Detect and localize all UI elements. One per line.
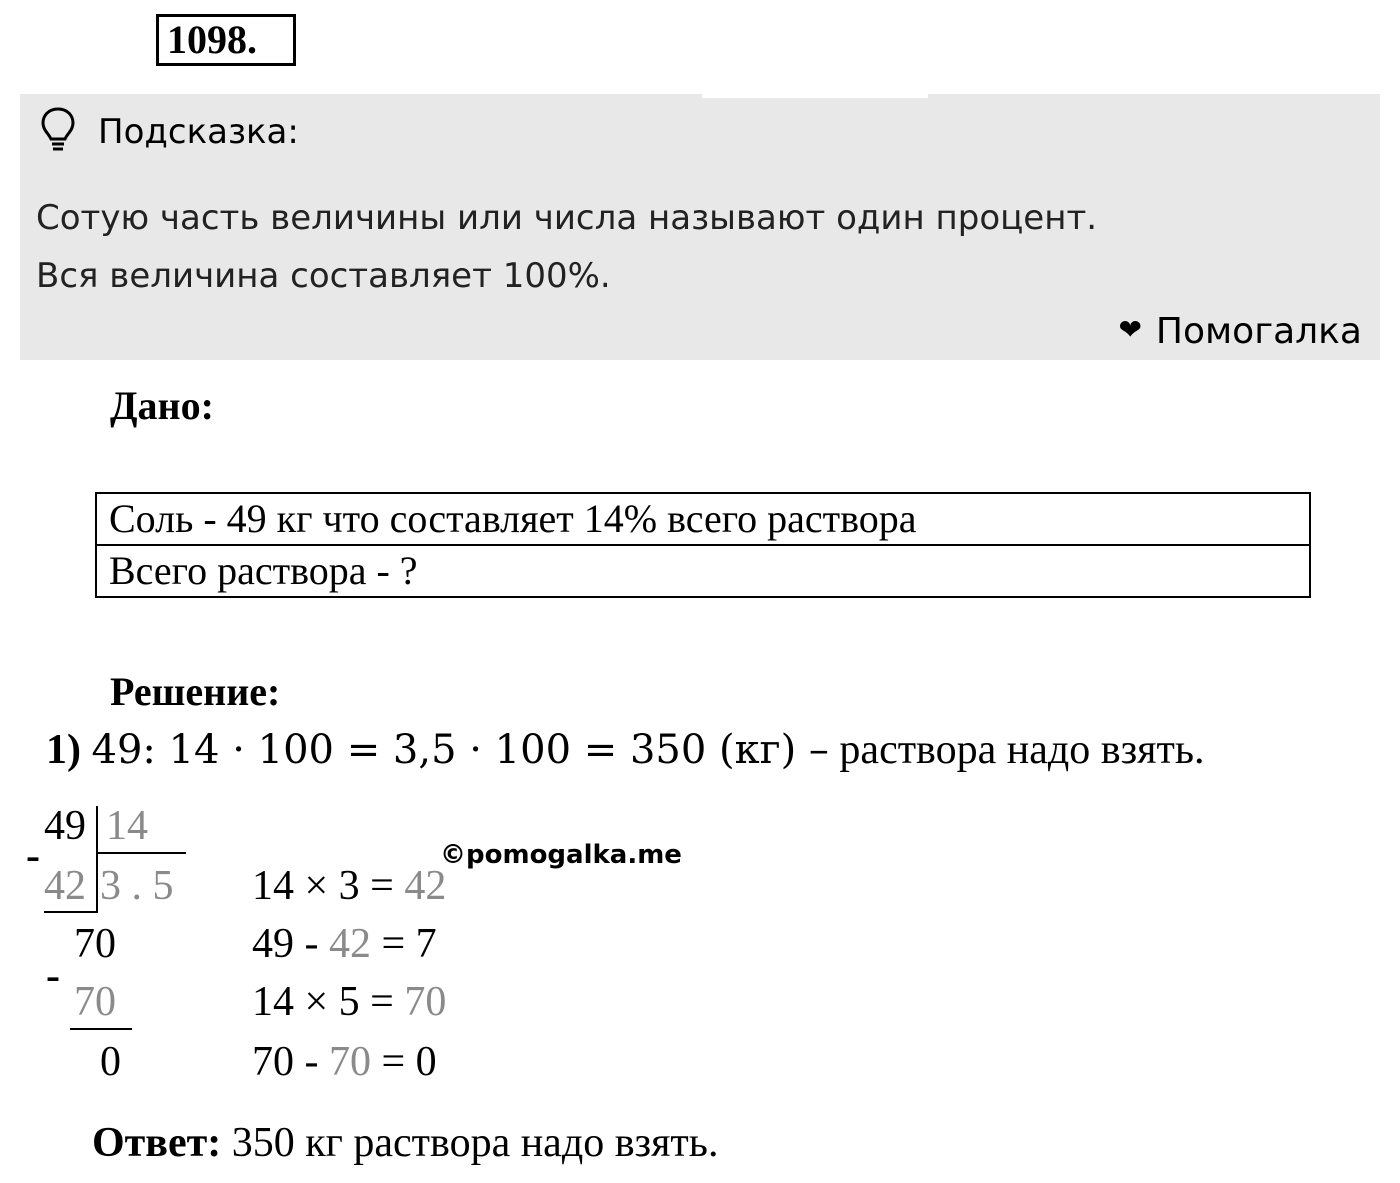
lightbulb-icon bbox=[40, 106, 76, 154]
calc-part: 70 - bbox=[252, 1039, 329, 1085]
subtraction-line bbox=[44, 911, 98, 913]
heart-icon: ❤ bbox=[1118, 313, 1142, 346]
divisor: 14 bbox=[106, 803, 148, 849]
calc-highlight: 70 bbox=[404, 979, 447, 1025]
hint-text-line: Вся величина составляет 100%. bbox=[36, 256, 611, 296]
calc-highlight: 42 bbox=[404, 863, 447, 909]
minus-sign: - bbox=[26, 833, 40, 879]
calc-part: = 0 bbox=[371, 1039, 437, 1085]
answer-label: Ответ: bbox=[92, 1120, 222, 1166]
given-heading: Дано: bbox=[110, 383, 214, 428]
watermark: ©pomogalka.me bbox=[440, 840, 682, 870]
minus-sign: - bbox=[46, 953, 60, 999]
calculation-line bbox=[252, 862, 446, 910]
step-number: 1) bbox=[46, 727, 81, 773]
subtrahend: 42 bbox=[44, 863, 86, 909]
remainder: 70 bbox=[74, 921, 116, 967]
answer bbox=[92, 1118, 718, 1168]
division-bar-vertical bbox=[96, 806, 98, 912]
subtraction-line bbox=[70, 1028, 132, 1030]
calc-highlight: 42 bbox=[329, 921, 371, 967]
calc-part: 49 - bbox=[252, 921, 329, 967]
given-cell: Соль - 49 кг что составляет 14% всего раствора bbox=[96, 493, 1310, 545]
answer-text: 350 кг раствора надо взять. bbox=[221, 1120, 719, 1166]
solution-step bbox=[46, 722, 1204, 778]
calc-highlight: 70 bbox=[329, 1039, 371, 1085]
step-text: раствора надо взять. bbox=[828, 727, 1205, 773]
remainder: 0 bbox=[100, 1039, 121, 1085]
hint-title: Подсказка: bbox=[98, 112, 299, 152]
hint-text-line: Сотую часть величины или числа называют один процент. bbox=[36, 198, 1098, 238]
calculation-line bbox=[252, 1038, 437, 1086]
given-table bbox=[95, 492, 1311, 598]
task-number: 1098. bbox=[156, 14, 296, 66]
calculation-line bbox=[252, 920, 437, 968]
calc-part: 14 × 5 = bbox=[252, 979, 405, 1025]
calc-part: = 7 bbox=[371, 921, 437, 967]
hint-tab-gap bbox=[702, 88, 928, 98]
brand-name: Помогалка bbox=[1155, 311, 1362, 352]
step-expression: 49: 14 · 100 = 3,5 · 100 = 350 (кг) – bbox=[91, 727, 829, 773]
given-cell: Всего раствора - ? bbox=[96, 545, 1310, 597]
subtrahend: 70 bbox=[74, 979, 116, 1025]
division-bar-horizontal bbox=[96, 852, 186, 854]
calculation-line bbox=[252, 978, 446, 1026]
calc-part: 14 × 3 = bbox=[252, 863, 405, 909]
dividend: 49 bbox=[44, 803, 86, 849]
table-row bbox=[96, 545, 1310, 597]
solution-heading: Решение: bbox=[110, 669, 281, 714]
brand-label bbox=[1118, 308, 1362, 354]
quotient: 3 . 5 bbox=[100, 863, 174, 909]
hint-box bbox=[20, 94, 1380, 360]
table-row bbox=[96, 493, 1310, 545]
